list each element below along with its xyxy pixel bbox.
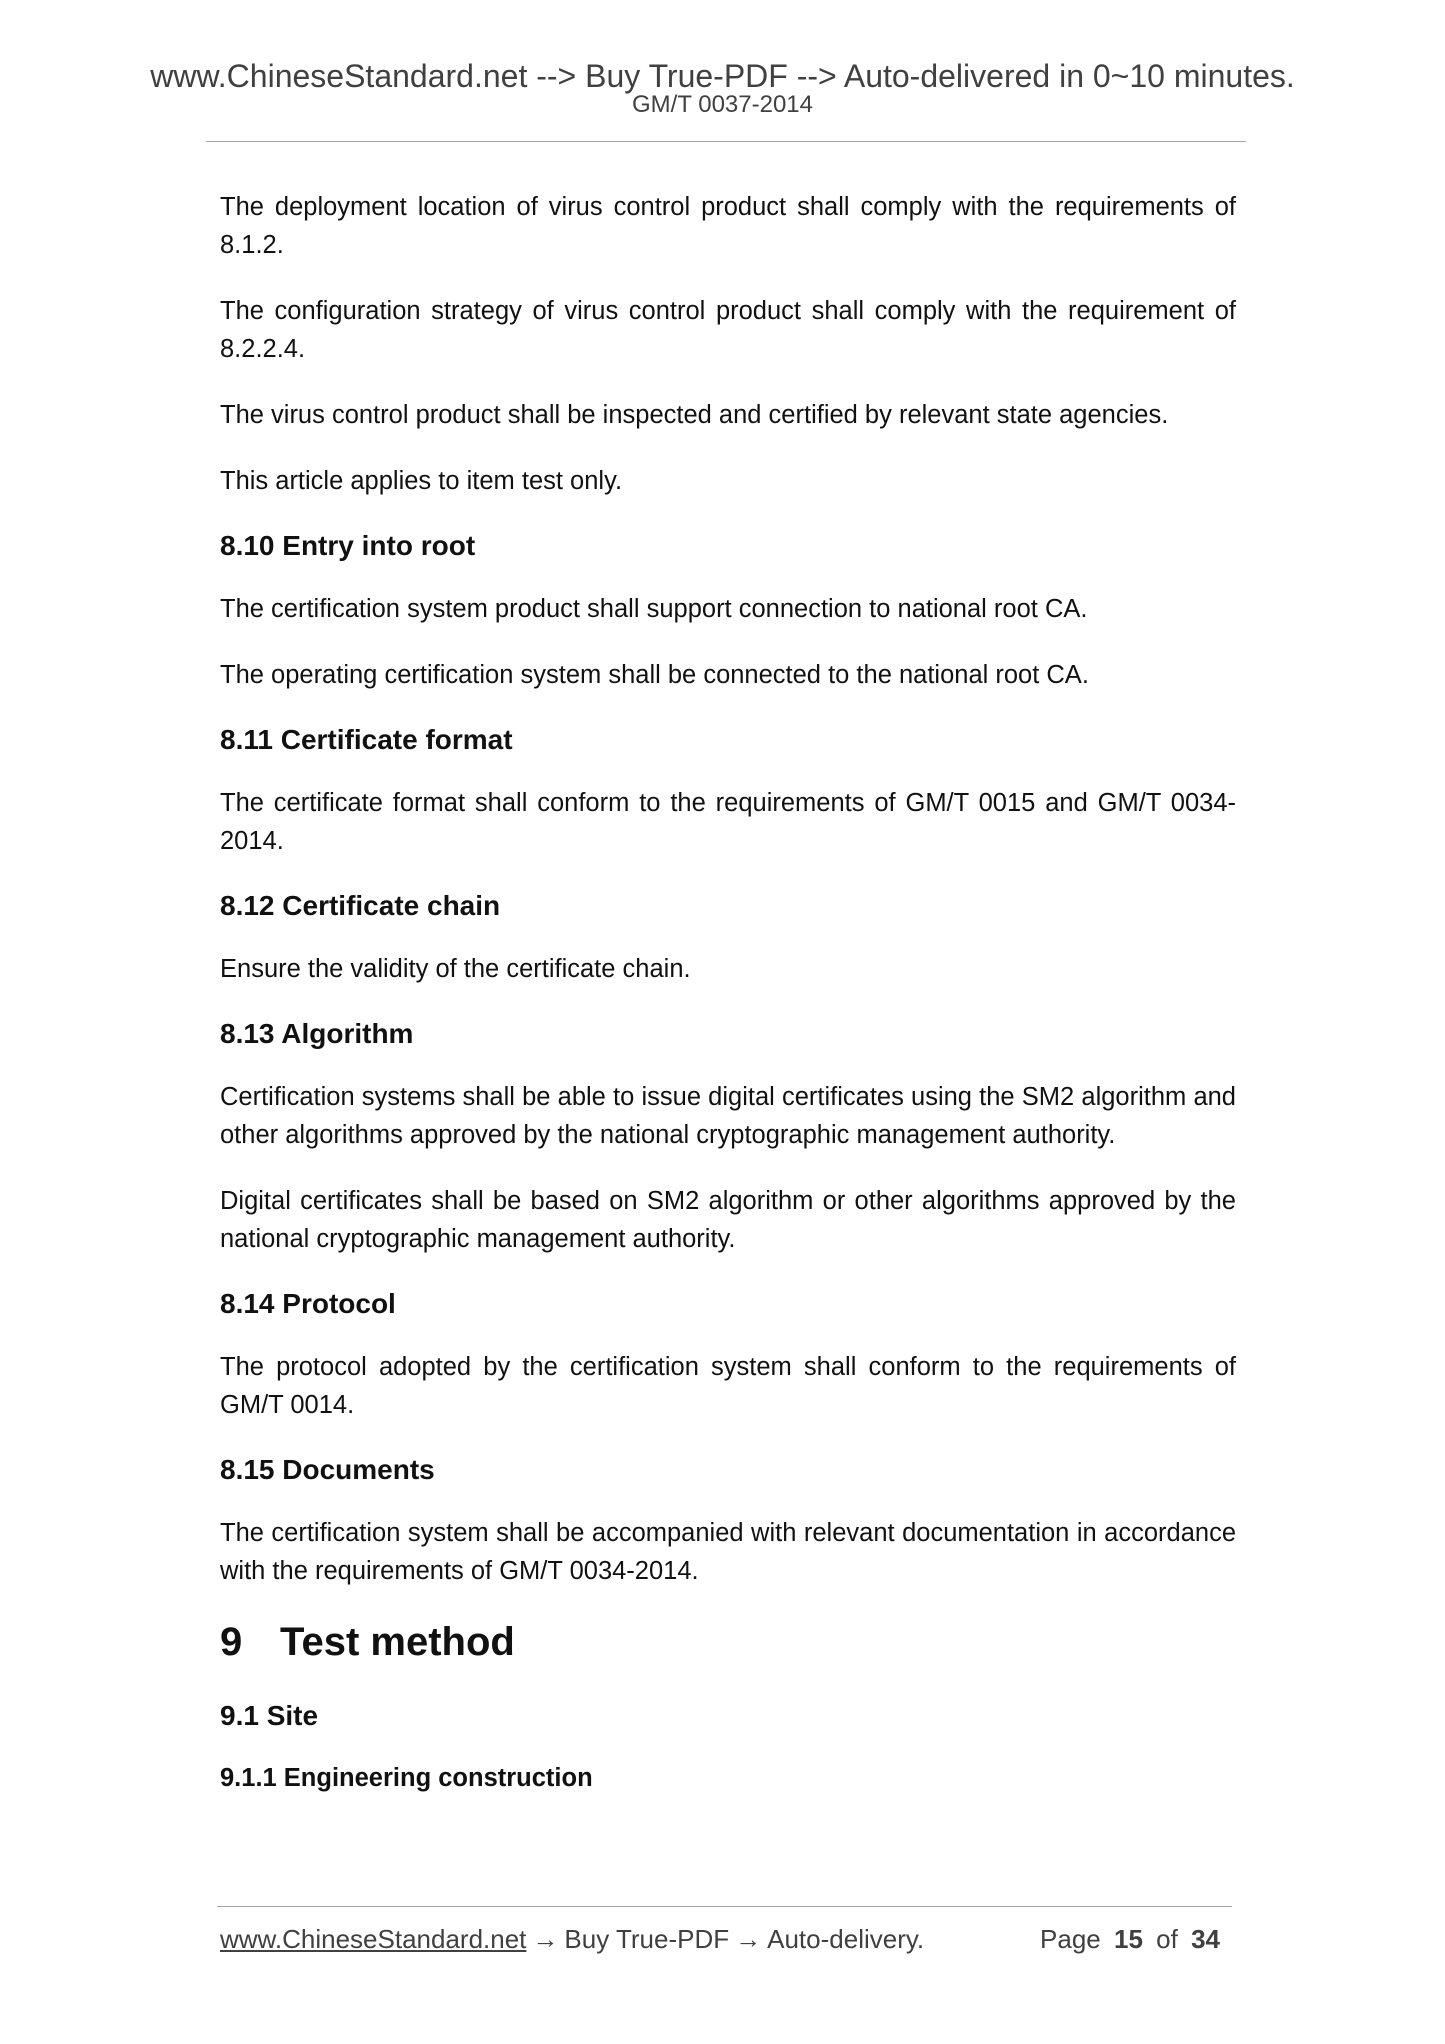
page-number: 15: [1114, 1924, 1143, 1954]
page-label: Page: [1040, 1924, 1101, 1954]
section-heading-8-11: 8.11 Certificate format: [220, 724, 513, 755]
page-content: [220, 188, 1236, 1796]
footer-divider: [217, 1906, 1232, 1907]
arrow-right-icon: →: [532, 1924, 559, 1954]
paragraph: The configuration strategy of virus control product shall comply with the requirement of 8.2.2.4.: [220, 297, 1236, 363]
header-divider: [206, 141, 1246, 142]
paragraph: Ensure the validity of the certificate chain.: [220, 955, 691, 983]
header-banner: www.ChineseStandard.net --> Buy True-PDF --> Auto-delivered in 0~10 minutes.: [150, 58, 1295, 94]
paragraph: The certification system product shall support connection to national root CA.: [220, 595, 1088, 623]
paragraph: The certificate format shall conform to the requirements of GM/T 0015 and GM/T 0034-2014.: [220, 789, 1236, 855]
paragraph: This article applies to item test only.: [220, 467, 623, 495]
paragraph: The operating certification system shall be connected to the national root CA.: [220, 661, 1089, 689]
page-indicator: [1040, 1922, 1226, 1956]
subsection-heading-9-1-1: 9.1.1 Engineering construction: [220, 1764, 593, 1792]
section-heading-8-12: 8.12 Certificate chain: [220, 890, 501, 921]
section-heading-9-1: 9.1 Site: [220, 1700, 319, 1731]
document-id: GM/T 0037-2014: [632, 91, 813, 118]
page-total: 34: [1191, 1924, 1220, 1954]
section-heading-8-14: 8.14 Protocol: [220, 1288, 396, 1319]
chapter-heading-9: [220, 1618, 1236, 1666]
footer-delivery-text: Auto-delivery.: [767, 1924, 925, 1954]
of-label: of: [1156, 1924, 1178, 1954]
paragraph: The protocol adopted by the certification system shall conform to the requirements of GM/T 0014.: [220, 1353, 1236, 1419]
chapter-number: 9: [220, 1620, 243, 1664]
paragraph: The deployment location of virus control product shall comply with the requirements of 8.1.2.: [220, 193, 1236, 259]
footer-website-link[interactable]: www.ChineseStandard.net: [220, 1924, 527, 1954]
paragraph: Certification systems shall be able to issue digital certificates using the SM2 algorithm and other algorithms approved by the national cryptographic management authority.: [220, 1083, 1236, 1149]
footer-buy-text: Buy True-PDF: [564, 1924, 730, 1954]
page-footer: [220, 1922, 1232, 1956]
paragraph: The certification system shall be accompanied with relevant documentation in accordance with the requirements of GM/T 0034-2014.: [220, 1519, 1236, 1585]
paragraph: Digital certificates shall be based on SM2 algorithm or other algorithms approved by the national cryptographic management authority.: [220, 1187, 1236, 1253]
chapter-title: Test method: [280, 1620, 515, 1664]
section-heading-8-13: 8.13 Algorithm: [220, 1018, 414, 1049]
section-heading-8-15: 8.15 Documents: [220, 1454, 435, 1485]
paragraph: The virus control product shall be inspected and certified by relevant state agencies.: [220, 401, 1169, 429]
arrow-right-icon: →: [735, 1924, 762, 1954]
section-heading-8-10: 8.10 Entry into root: [220, 530, 476, 561]
